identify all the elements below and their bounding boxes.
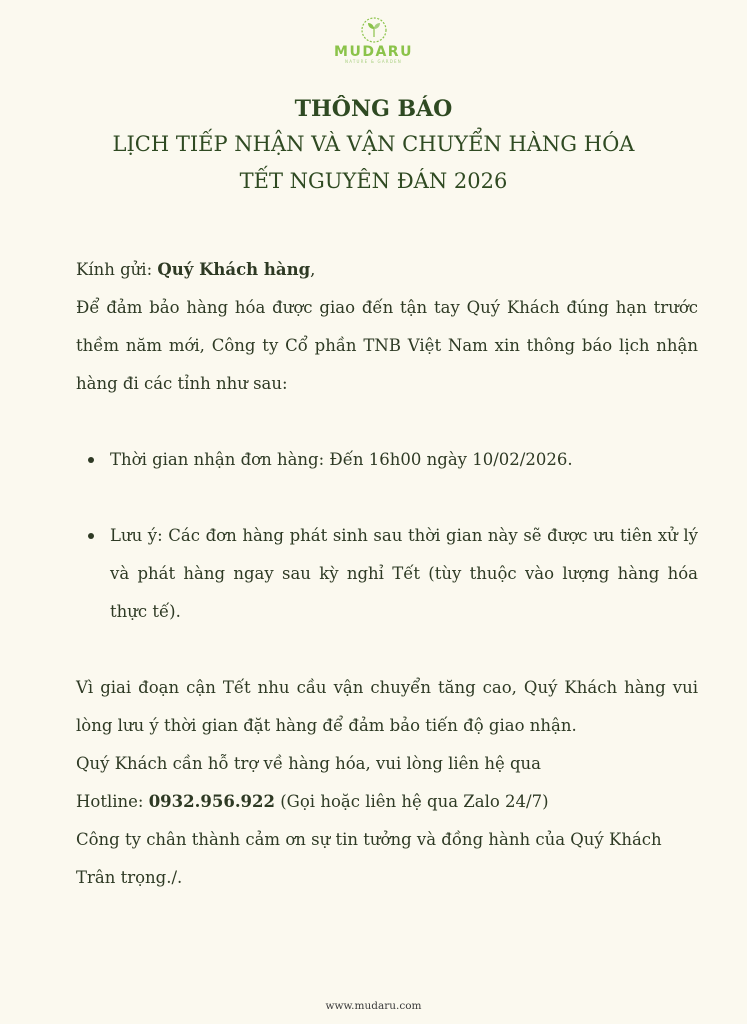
spacer — [76, 479, 698, 517]
notice-title: THÔNG BÁO — [294, 96, 453, 122]
hotline-label: Hotline: — [76, 792, 149, 811]
notice-subtitle-line2: TẾT NGUYÊN ĐÁN 2026 — [239, 169, 508, 193]
spacer — [76, 403, 698, 441]
greeting — [76, 251, 698, 289]
list-item: Thời gian nhận đơn hàng: Đến 16h00 ngày 10/02/2026. — [76, 441, 698, 479]
greeting-prefix: Kính gửi: — [76, 260, 158, 279]
spacer — [76, 631, 698, 669]
hotline-note: (Gọi hoặc liên hệ qua Zalo 24/7) — [275, 792, 549, 811]
schedule-list — [76, 441, 698, 479]
thanks-line: Công ty chân thành cảm ơn sự tin tưởng và đồng hành của Quý Khách — [76, 830, 662, 849]
footer-website[interactable]: www.mudaru.com — [325, 1000, 422, 1012]
greeting-suffix: , — [310, 260, 316, 279]
leaf-logo-icon — [359, 16, 389, 44]
support-line: Quý Khách cần hỗ trợ về hàng hóa, vui lòng liên hệ qua — [76, 754, 541, 773]
greeting-recipient: Quý Khách hàng — [157, 260, 311, 279]
notice-subtitle-line1: LỊCH TIẾP NHẬN VÀ VẬN CHUYỂN HÀNG HÓA — [112, 132, 635, 156]
notice-body — [76, 251, 698, 897]
closing-note: Vì giai đoạn cận Tết nhu cầu vận chuyển tăng cao, Quý Khách hàng vui lòng lưu ý thời gian đặt hàng để đảm bảo tiến độ giao nhận. — [76, 678, 698, 735]
logo-tagline: NATURE & GARDEN — [345, 59, 402, 64]
intro-paragraph: Để đảm bảo hàng hóa được giao đến tận tay Quý Khách đúng hạn trước thềm năm mới, Công ty Cổ phần TNB Việt Nam xin thông báo lịch nhận hàng đi các tỉnh như sau: — [76, 298, 698, 393]
logo — [0, 16, 747, 64]
logo-name: MUDARU — [334, 44, 413, 60]
signoff: Trân trọng./. — [76, 868, 183, 887]
note-list — [76, 517, 698, 631]
list-item: Lưu ý: Các đơn hàng phát sinh sau thời gian này sẽ được ưu tiên xử lý và phát hàng ngay sau kỳ nghỉ Tết (tùy thuộc vào lượng hàng hóa thực tế). — [76, 517, 698, 631]
hotline-number[interactable]: 0932.956.922 — [148, 792, 275, 811]
hotline — [76, 783, 698, 821]
notice-heading — [0, 92, 747, 200]
